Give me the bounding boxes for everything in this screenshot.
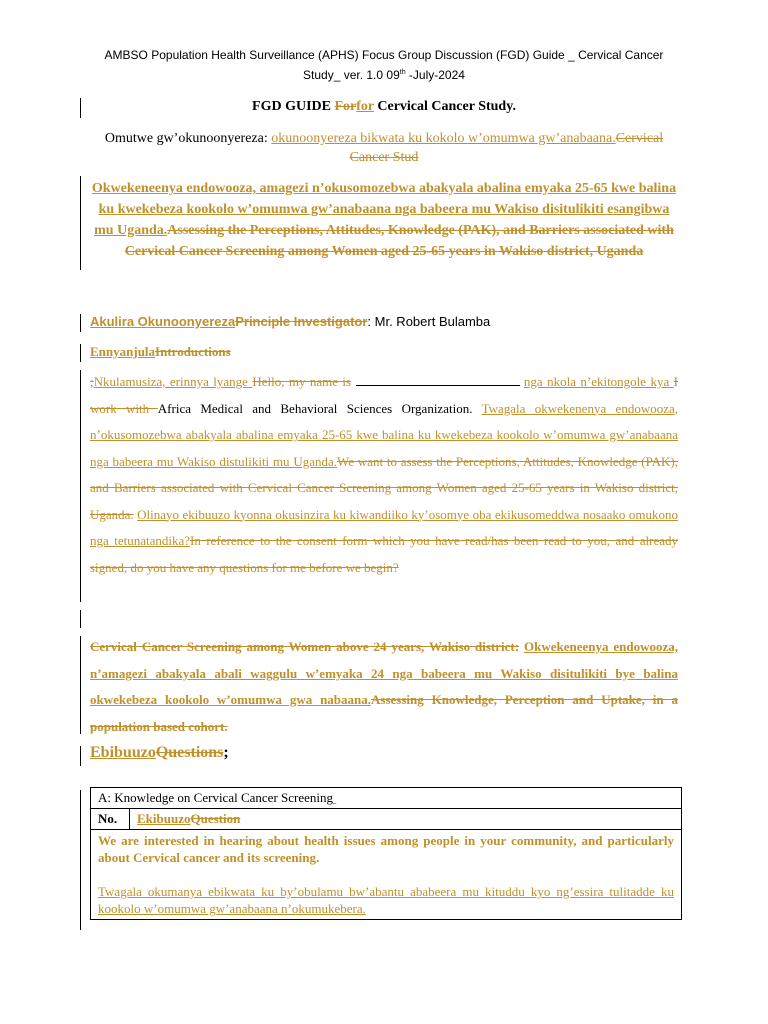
topic-inserted: okunoonyereza bikwata ku kokolo w’omumwa gw’anabaana. xyxy=(271,131,616,146)
header-version: Study_ ver. 1.0 09 xyxy=(303,68,400,82)
section-deleted: Cervical Cancer Screening among Women above 24 years, Wakiso district: xyxy=(90,639,520,654)
questions-heading-suffix: ; xyxy=(223,744,229,761)
intro-inserted: Twagala okwekenenya endowooza, n’okusomozebwa abakyala abalina emyaka 25-65 kwe balina ku kwekebeza kookolo w’omumwa gw’anabaana nga babeera mu Wakiso distulikiti mu Uganda. xyxy=(90,400,679,469)
section-study-title xyxy=(90,634,678,740)
col-header-no: No. xyxy=(91,809,130,830)
study-purpose xyxy=(90,178,678,262)
trailing-insert-mark xyxy=(333,790,336,805)
title-inserted: for xyxy=(356,99,374,114)
section-inserted: Okwekeneenya endowooza, n’amagezi abakyala abali waggulu w’emyaka 24 nga babeera mu Wakiso disitulikiti bye balina okwekebeza kookolo w’omumwa gwa nabaana. xyxy=(90,639,679,707)
change-bar xyxy=(80,370,81,602)
principal-investigator xyxy=(90,314,490,330)
change-bar xyxy=(80,176,81,270)
change-bar xyxy=(80,746,81,766)
table-section-title xyxy=(91,788,682,809)
section-title-text: A: Knowledge on Cervical Cancer Screening xyxy=(98,790,334,805)
title-suffix: Cervical Cancer Study. xyxy=(373,99,516,114)
pi-label-deleted: Principle Investigator xyxy=(235,314,368,329)
intro-heading xyxy=(90,344,231,360)
intro-inserted: nga nkola n’ekitongole kya xyxy=(523,374,674,389)
title-text: FGD GUIDE xyxy=(252,99,335,114)
intro-deleted: In reference to the consent form which you have read/has been read to you, and already signed, do you have any questions for me before we begin? xyxy=(90,533,678,575)
question-luganda: Twagala okumanya ebikwata ku by’obulamu bw’abantu ababeera mu kituddu kyo ng’essira tulitadde ku kookolo w’omumwa gw’anabaana n’okumukebera. xyxy=(98,884,674,916)
spacer xyxy=(98,866,674,883)
purpose-inserted: Okwekeneenya endowooza, amagezi n’okusomozebwa abakyala abalina emyaka 25-65 kwe balina ku kwekebeza kookolo w’omumwa gw’anabaana nga babeera mu Wakiso disitulikiti esangibwa mu Uganda. xyxy=(91,181,677,238)
topic-label: Omutwe gw’okunoonyereza: xyxy=(104,131,272,146)
change-bar xyxy=(80,314,81,332)
title-deleted: For xyxy=(334,99,357,114)
intro-deleted: I work with xyxy=(90,374,678,416)
section-deleted: Assessing Knowledge, Perception and Uptake, in a population based cohort. xyxy=(90,692,678,734)
page-title xyxy=(90,99,678,115)
change-bar xyxy=(80,636,81,734)
questions-heading-deleted: Questions xyxy=(155,744,224,761)
document-header xyxy=(80,47,688,84)
intro-inserted: Nkulamusiza, erinnya lyange xyxy=(93,374,253,389)
pi-value: : Mr. Robert Bulamba xyxy=(367,314,491,329)
change-bar xyxy=(80,344,81,362)
col-question-deleted: Question xyxy=(190,811,241,826)
question-cell xyxy=(91,830,682,920)
intro-deleted: We want to assess the Perceptions, Attitudes, Knowledge (PAK), and Barriers associated with Cervical Cancer Screening among Women aged 25-65 years in Wakiso district, Uganda. xyxy=(90,453,678,522)
header-line-1: AMBSO Population Health Surveillance (APHS) Focus Group Discussion (FGD) Guide _ Cervical Cancer xyxy=(104,48,664,62)
name-blank-line xyxy=(356,373,520,386)
change-bar xyxy=(80,790,81,930)
study-topic xyxy=(90,129,678,167)
topic-deleted: Cervical Cancer Stud xyxy=(349,131,664,165)
questions-heading xyxy=(90,744,229,762)
intro-paragraph xyxy=(90,369,678,581)
header-line-2 xyxy=(80,64,688,84)
table-header-row xyxy=(91,809,682,830)
col-question-inserted: Ekibuuzo xyxy=(137,811,191,826)
table-row xyxy=(91,830,682,920)
intro-heading-inserted: Ennyanjula xyxy=(90,344,156,359)
header-superscript: th xyxy=(399,69,406,76)
organization-name: Africa Medical and Behavioral Sciences Organization. xyxy=(157,400,482,416)
col-header-question xyxy=(130,809,682,830)
change-bar xyxy=(80,610,81,628)
intro-deleted: Hello, my name is xyxy=(252,374,352,389)
pi-label-inserted: Akulira Okunoonyereza xyxy=(90,314,236,329)
intro-inserted: Olinayo ekibuuzo kyonna okusinzira ku kiwandiiko ky’osomye oba ekikusomeddwa nosaako omukono nga tetunatandika? xyxy=(90,506,678,548)
change-bar xyxy=(80,98,81,118)
question-english: We are interested in hearing about health issues among people in your community, and particularly about Cervical cancer and its screening. xyxy=(98,833,674,865)
purpose-deleted: Assessing the Perceptions, Attitudes, Knowledge (PAK), and Barriers associated with Cervical Cancer Screening among Women aged 25-65 years in Wakiso district, Uganda xyxy=(124,223,674,259)
header-date: -July-2024 xyxy=(405,68,465,82)
table-section-row xyxy=(91,788,682,809)
questions-table xyxy=(90,787,682,920)
intro-heading-deleted: Introductions xyxy=(155,344,231,359)
questions-heading-inserted: Ebibuuzo xyxy=(90,744,156,761)
intro-deleted: ; xyxy=(90,374,94,389)
